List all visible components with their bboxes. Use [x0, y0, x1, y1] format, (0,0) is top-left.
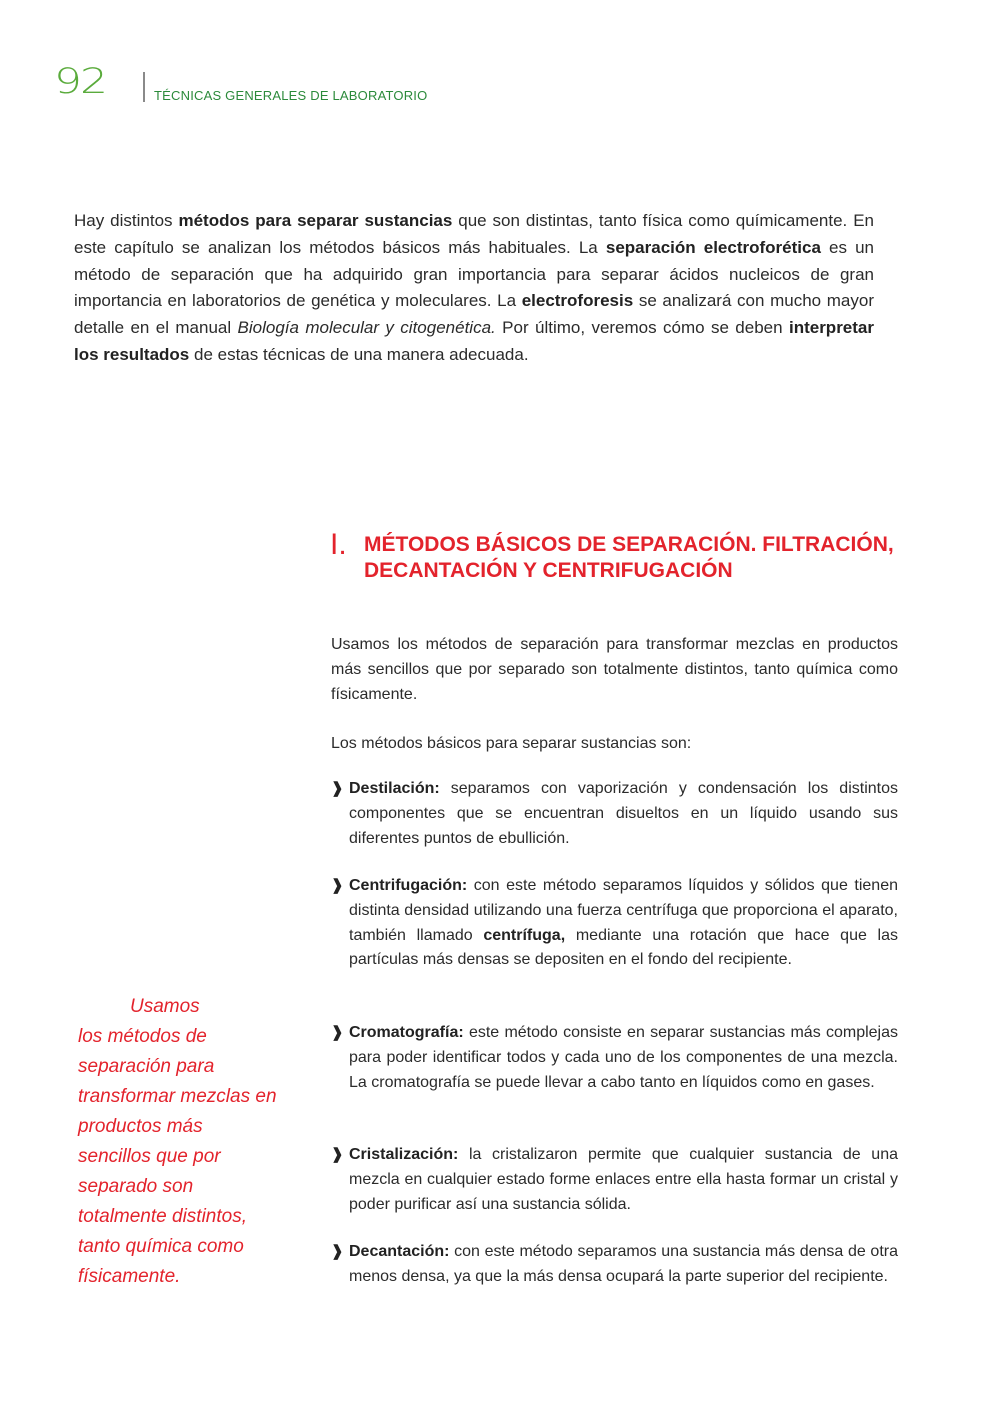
- bullet-icon: ❱: [331, 780, 344, 797]
- pull-quote: Usamos los métodos de separación para transformar mezclas en productos más sencillos que por separado son totalmente distintos, tanto química como físicamente.: [78, 996, 277, 1287]
- running-title: TÉCNICAS GENERALES DE LABORATORIO: [154, 88, 428, 103]
- list-item: ❱ Centrifugación: con este método separamos líquidos y sólidos que tienen distinta densidad utilizando una fuerza centrífuga que proporciona el aparato, también llamado centrífuga, mediante una rotación que hace que las partículas más densas se depositen en el fondo del recipiente.: [331, 874, 898, 973]
- bullet-icon: ❱: [331, 1024, 344, 1041]
- list-item: ❱ Destilación: separamos con vaporización y condensación los distintos componentes que se encuentran disueltos en un líquido usando sus diferentes puntos de ebullición.: [331, 777, 898, 851]
- bullet-icon: ❱: [331, 1146, 344, 1163]
- list-item: ❱ Cromatografía: este método consiste en separar sustancias más complejas para poder identificar todos y cada uno de los componentes de una mezcla. La cromatografía se puede llevar a cabo tanto en líquidos como en gases.: [331, 1021, 898, 1095]
- list-item: ❱ Decantación: con este método separamos una sustancia más densa de otra menos densa, ya que la más densa ocupará la parte superior del recipiente.: [331, 1240, 898, 1290]
- body-paragraph: Usamos los métodos de separación para transformar mezclas en productos más sencillos que por separado son totalmente distintos, tanto química como físicamente.: [331, 636, 898, 703]
- bullet-icon: ❱: [331, 1243, 344, 1260]
- body-paragraph: Los métodos básicos para separar sustancias son:: [331, 735, 692, 752]
- header-divider: [143, 72, 145, 102]
- section-title: MÉTODOS BÁSICOS DE SEPARACIÓN. FILTRACIÓN, DECANTACIÓN Y CENTRIFUGACIÓN: [364, 533, 894, 582]
- section-number: I.: [330, 528, 347, 561]
- intro-paragraph: Hay distintos métodos para separar sustancias que son distintas, tanto física como químicamente. En este capítulo se analizan los métodos básicos más habituales. La separación electroforética es un método de separación que ha adquirido gran importancia para separar ácidos nucleicos de gran importancia en laboratorios de genética y moleculares. La electroforesis se analizará con mucho mayor detalle en el manual Biología molecular y citogenética. Por último, veremos cómo se deben interpretar los resultados de estas técnicas de una manera adecuada.: [74, 211, 874, 364]
- list-item: ❱ Cristalización: la cristalizaron permite que cualquier sustancia de una mezcla en cualquier estado forme enlaces entre ella hasta formar un cristal y poder purificar así una sustancia sólida.: [331, 1143, 898, 1217]
- bullet-icon: ❱: [331, 877, 344, 894]
- page-number: 92: [54, 61, 106, 102]
